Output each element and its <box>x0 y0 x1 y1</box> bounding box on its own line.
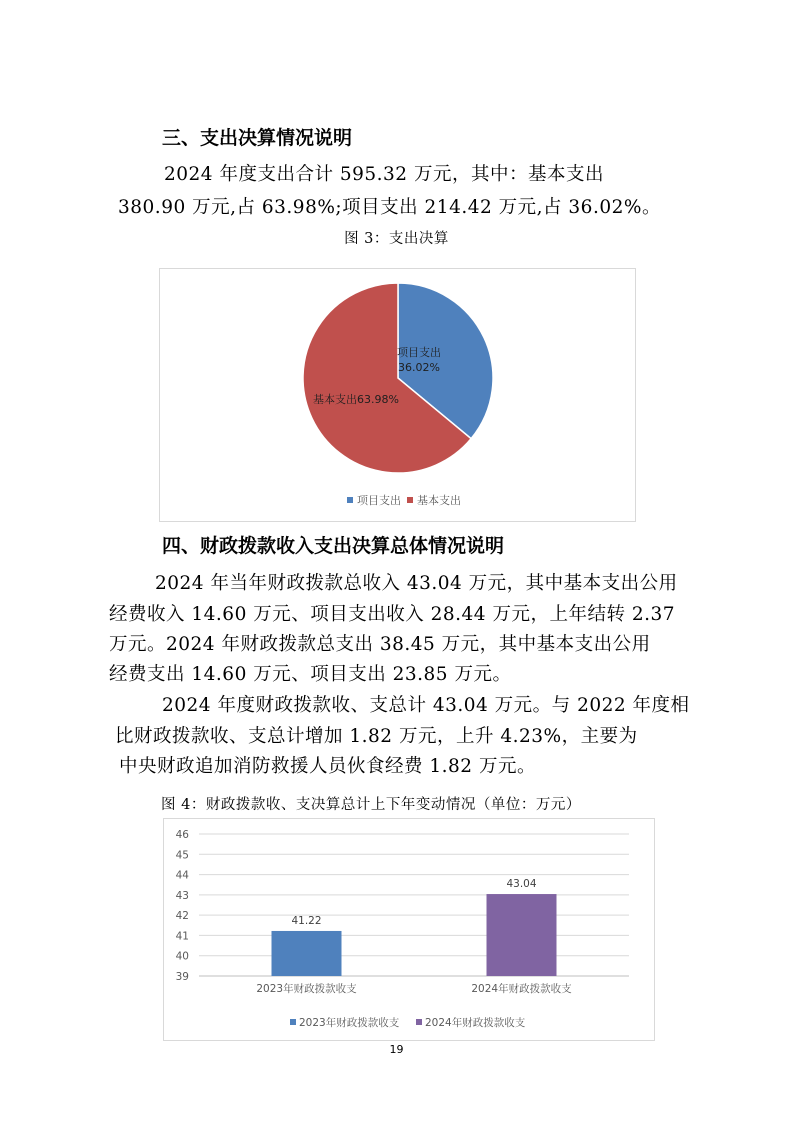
bar-legend-label-2024: 2024年财政拨款收支 <box>425 1017 526 1029</box>
bar-ytick-label: 44 <box>175 869 189 882</box>
bar-chart <box>164 819 654 1040</box>
bar-ytick-label: 43 <box>175 889 189 902</box>
bar-xtick-label: 2023年财政拨款收支 <box>256 983 357 995</box>
bar-2024 <box>487 894 557 976</box>
bar-ytick-label: 46 <box>175 829 189 841</box>
section4-para2-line3: 中央财政追加消防救援人员伙食经费 1.82 万元。 <box>119 756 536 777</box>
page-number: 19 <box>389 1043 404 1056</box>
bar-legend-swatch-2023 <box>290 1019 296 1025</box>
legend-swatch-basic <box>407 497 413 503</box>
section3-heading: 三、支出决算情况说明 <box>162 127 353 149</box>
bar-ytick-label: 42 <box>175 910 189 923</box>
bar-value-label: 41.22 <box>291 914 322 927</box>
bar-ytick-label: 41 <box>175 930 189 943</box>
legend-label-basic: 基本支出 <box>417 494 461 507</box>
bar-legend-label-2023: 2023年财政拨款收支 <box>299 1017 400 1029</box>
section4-para2-line1: 2024 年度财政拨款收、支总计 43.04 万元。与 2022 年度相 <box>162 695 690 716</box>
section4-para2-line2: 比财政拨款收、支总计增加 1.82 万元，上升 4.23%，主要为 <box>115 726 638 747</box>
pie-chart-frame <box>159 268 636 522</box>
section4-para1-line2: 经费收入 14.60 万元、项目支出收入 28.44 万元，上年结转 2.37 <box>109 604 676 625</box>
section3-para-line2: 380.90 万元,占 63.98%;项目支出 214.42 万元,占 36.02%。 <box>118 197 661 218</box>
section4-para1-line1: 2024 年当年财政拨款总收入 43.04 万元，其中基本支出公用 <box>155 573 678 594</box>
section3-para-line1: 2024 年度支出合计 595.32 万元，其中：基本支出 <box>164 164 604 185</box>
pie-label-project-name: 项目支出 <box>397 346 441 359</box>
bar-xtick-label: 2024年财政拨款收支 <box>471 983 572 995</box>
figure4-caption: 图 4：财政拨款收、支决算总计上下年变动情况（单位：万元） <box>161 797 581 813</box>
figure3-caption: 图 3：支出决算 <box>344 231 449 247</box>
legend-label-project: 项目支出 <box>357 494 401 507</box>
bar-ytick-label: 39 <box>175 971 189 983</box>
bar-ytick-label: 40 <box>175 950 189 963</box>
pie-label-project-percent: 36.02% <box>398 361 440 374</box>
bar-ytick-label: 45 <box>175 849 189 862</box>
pie-label-basic: 基本支出63.98% <box>313 393 399 406</box>
legend-swatch-project <box>347 497 353 503</box>
bar-legend-swatch-2024 <box>416 1019 422 1025</box>
bar-chart-frame <box>163 818 655 1041</box>
section4-heading: 四、财政拨款收入支出决算总体情况说明 <box>162 535 505 557</box>
section4-para1-line4: 经费支出 14.60 万元、项目支出 23.85 万元。 <box>109 664 512 685</box>
pie-chart <box>160 269 635 521</box>
bar-value-label: 43.04 <box>506 878 537 891</box>
bar-2023 <box>272 931 342 976</box>
section4-para1-line3: 万元。2024 年财政拨款总支出 38.45 万元，其中基本支出公用 <box>109 634 651 655</box>
